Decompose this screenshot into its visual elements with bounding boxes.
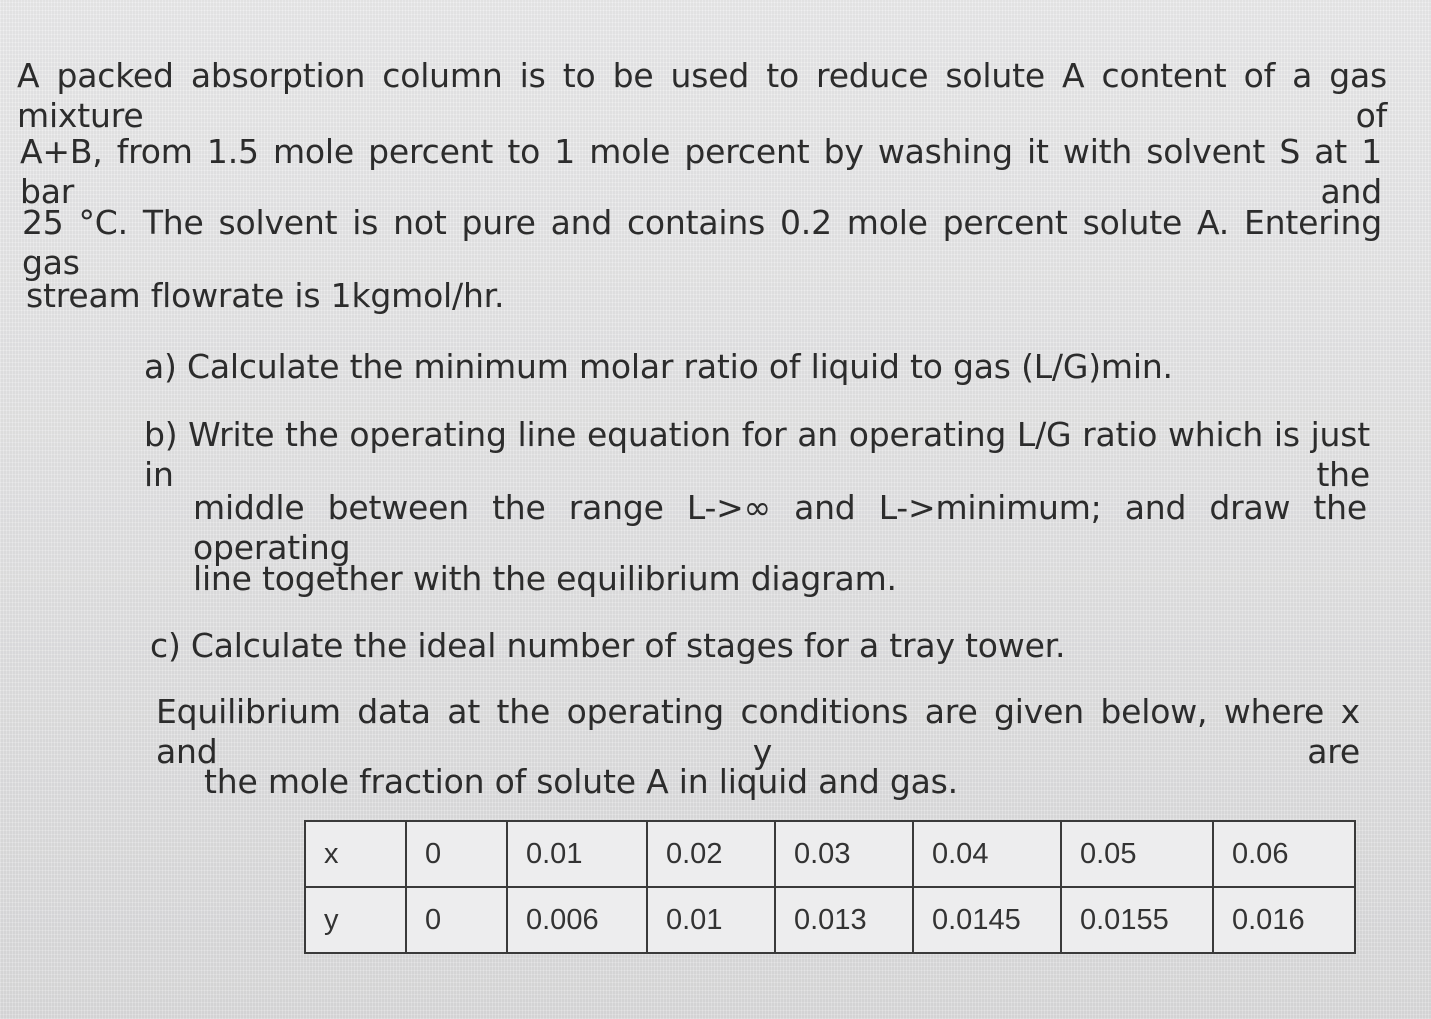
table-cell: 0.04	[913, 821, 1061, 887]
table-cell: 0.05	[1061, 821, 1213, 887]
paragraph-line-3: 25 °C. The solvent is not pure and contains 0.2 mole percent solute A. Entering gas	[22, 203, 1382, 282]
table-cell: 0.006	[507, 887, 647, 953]
table-cell: 0	[406, 887, 507, 953]
table-cell: 0	[406, 821, 507, 887]
table-cell: 0.016	[1213, 887, 1355, 953]
table-row-y	[305, 887, 1355, 953]
paragraph-line-4: stream flowrate is 1kgmol/hr.	[26, 276, 505, 315]
equilibrium-data-table	[304, 820, 1356, 954]
paragraph-line-1: A packed absorption column is to be used to reduce solute A content of a gas mixture of	[17, 56, 1387, 135]
paragraph-line-2: A+B, from 1.5 mole percent to 1 mole percent by washing it with solvent S at 1 bar and	[20, 132, 1382, 211]
table-cell: 0.02	[647, 821, 775, 887]
part-b-line-3: line together with the equilibrium diagram.	[193, 559, 897, 598]
part-b-line-2: middle between the range L->∞ and L->minimum; and draw the operating	[193, 488, 1367, 567]
table-cell: 0.03	[775, 821, 913, 887]
table-cell: 0.06	[1213, 821, 1355, 887]
table-cell: 0.01	[507, 821, 647, 887]
table-row-x	[305, 821, 1355, 887]
row-label-x: x	[305, 821, 406, 887]
part-b-line-1: b) Write the operating line equation for an operating L/G ratio which is just in the	[144, 415, 1370, 494]
table-cell: 0.0145	[913, 887, 1061, 953]
part-c: c) Calculate the ideal number of stages for a tray tower.	[150, 626, 1066, 665]
table-cell: 0.013	[775, 887, 913, 953]
table-cell: 0.0155	[1061, 887, 1213, 953]
equilibrium-note-line-2: the mole fraction of solute A in liquid and gas.	[204, 762, 958, 801]
table-cell: 0.01	[647, 887, 775, 953]
row-label-y: y	[305, 887, 406, 953]
equilibrium-note-line-1: Equilibrium data at the operating conditions are given below, where x and y are	[156, 692, 1360, 771]
part-a: a) Calculate the minimum molar ratio of liquid to gas (L/G)min.	[144, 347, 1173, 386]
